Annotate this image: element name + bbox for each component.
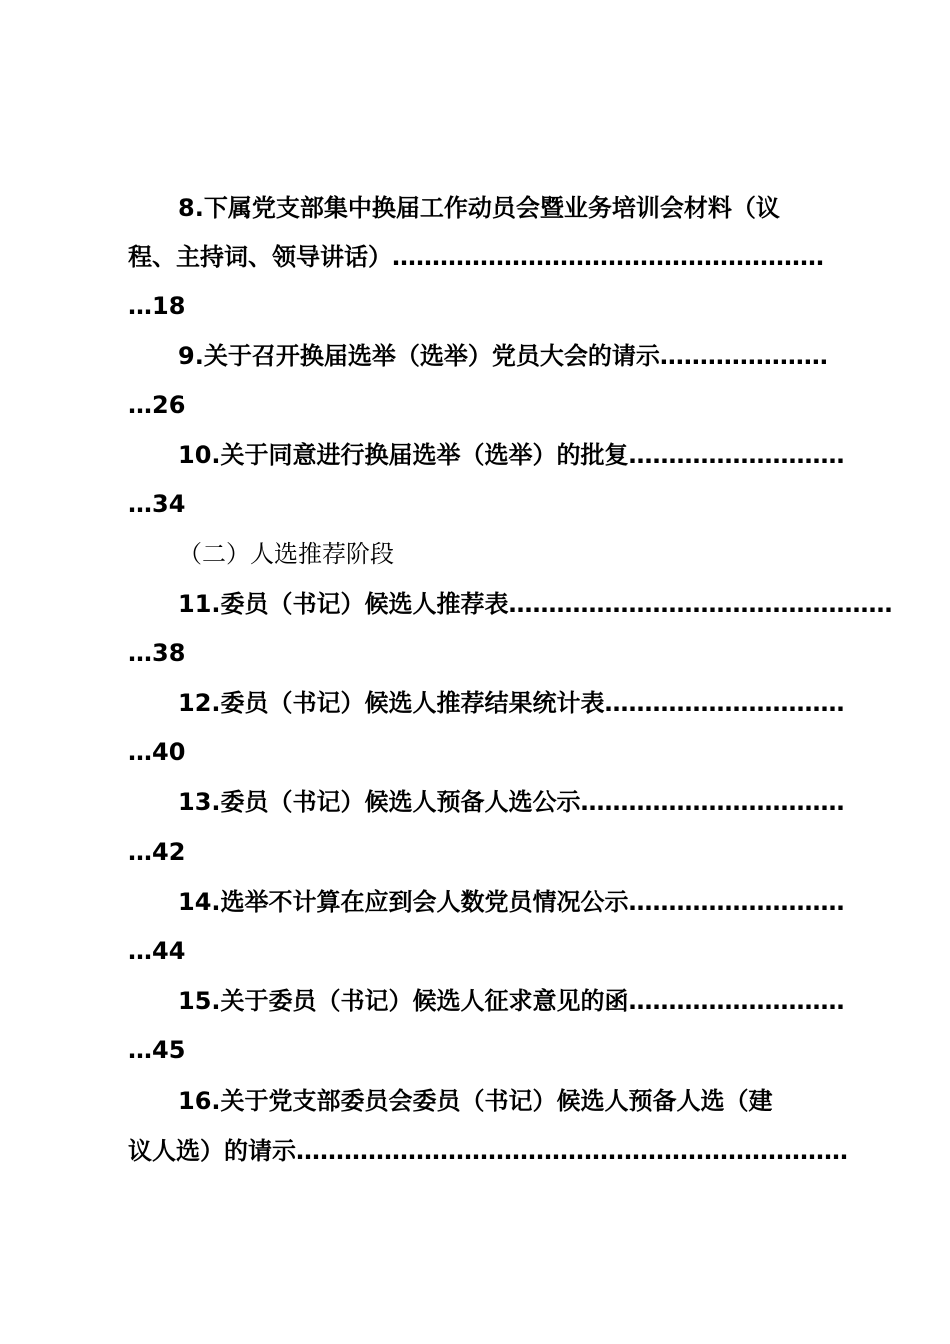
- toc-entry-12-page-number: …40: [128, 738, 186, 766]
- toc-entry-9-leader-dots: …………………: [659, 342, 828, 370]
- toc-entry-15-page-number: …45: [128, 1036, 186, 1064]
- toc-section-heading: [178, 536, 832, 572]
- toc-entry-11-page-number: …38: [128, 639, 186, 667]
- toc-entry-11-title: 11.委员（书记）候选人推荐表: [178, 590, 509, 618]
- toc-entry-13-line1: [178, 784, 845, 820]
- toc-entry-8-title-part2: 程、主持词、领导讲话）: [128, 243, 392, 271]
- toc-entry-13-page: [128, 834, 832, 870]
- toc-entry-12-page: [128, 734, 832, 770]
- toc-entry-12-leader-dots: …………………………: [604, 689, 845, 717]
- toc-entry-10-page: [128, 486, 832, 522]
- toc-entry-14-leader-dots: ………………………: [628, 888, 845, 916]
- toc-entry-10-line1: [178, 437, 845, 473]
- toc-entry-13-title: 13.委员（书记）候选人预备人选公示: [178, 788, 581, 816]
- toc-entry-11-page: [128, 635, 832, 671]
- toc-entry-10-page-number: …34: [128, 490, 186, 518]
- toc-entry-11-line1: [178, 586, 893, 622]
- toc-entry-14-title: 14.选举不计算在应到会人数党员情况公示: [178, 888, 629, 916]
- toc-entry-8-leader-dots: ………………………………………………: [392, 243, 824, 271]
- toc-entry-9-page-number: …26: [128, 391, 186, 419]
- section-title: （二）人选推荐阶段: [178, 540, 394, 568]
- toc-entry-16-line2: [128, 1133, 848, 1169]
- toc-entry-12-title: 12.委员（书记）候选人推荐结果统计表: [178, 689, 605, 717]
- toc-entry-8-page-number: …18: [128, 292, 186, 320]
- toc-entry-15-title: 15.关于委员（书记）候选人征求意见的函: [178, 987, 629, 1015]
- toc-entry-13-page-number: …42: [128, 838, 186, 866]
- toc-entry-14-line1: [178, 884, 845, 920]
- toc-entry-14-page-number: …44: [128, 937, 186, 965]
- toc-entry-9-title: 9.关于召开换届选举（选举）党员大会的请示: [178, 342, 660, 370]
- toc-entry-8-title-part1: 8.下属党支部集中换届工作动员会暨业务培训会材料（议: [178, 194, 780, 222]
- toc-entry-11-leader-dots: …………………………………………: [508, 590, 893, 618]
- toc-entry-10-leader-dots: ………………………: [628, 441, 845, 469]
- toc-entry-8-page: [128, 288, 832, 324]
- toc-entry-9-page: [128, 387, 832, 423]
- toc-entry-16-line1: [178, 1083, 832, 1119]
- toc-entry-15-line1: [178, 983, 845, 1019]
- toc-entry-13-leader-dots: ……………………………: [580, 788, 845, 816]
- toc-entry-8-line1: [178, 190, 832, 226]
- toc-entry-14-page: [128, 933, 832, 969]
- toc-entry-15-page: [128, 1032, 832, 1068]
- toc-entry-16-leader-dots: ……………………………………………………………: [296, 1137, 848, 1165]
- toc-entry-10-title: 10.关于同意进行换届选举（选举）的批复: [178, 441, 629, 469]
- toc-entry-9-line1: [178, 338, 832, 374]
- toc-entry-16-title-part2: 议人选）的请示: [128, 1137, 296, 1165]
- toc-entry-12-line1: [178, 685, 845, 721]
- toc-entry-8-line2: [128, 239, 832, 275]
- toc-entry-15-leader-dots: ………………………: [628, 987, 845, 1015]
- toc-entry-16-title-part1: 16.关于党支部委员会委员（书记）候选人预备人选（建: [178, 1087, 773, 1115]
